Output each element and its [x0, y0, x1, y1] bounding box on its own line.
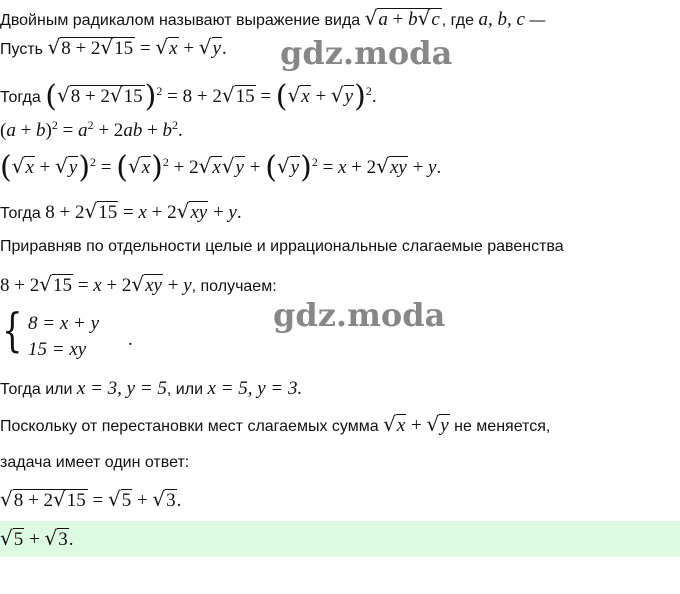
one-answer-text: задача имеет один ответ:: [0, 454, 190, 471]
definition-line: [0, 8, 545, 29]
variables: a, b, c: [478, 9, 525, 30]
then-text-2: Тогда: [0, 205, 41, 222]
square-formula: $(√8 + 2√15)^2 = 8 + 2√15 = (√x + √y)^2$.: [45, 79, 377, 114]
assumption-line: [0, 37, 227, 58]
answer-formula: √5 + √3.: [0, 526, 74, 550]
watermark-top: gdz.moda: [280, 34, 453, 72]
assumption-formula: √8 + 2√15 = √x + √y.: [47, 35, 227, 59]
radical-expression: √a + b√c: [364, 6, 440, 30]
solution-1: x = 3, y = 5: [76, 378, 167, 399]
system-brace: {: [2, 303, 23, 357]
expansion-formula: $(√x + √y)^2 = (√x)^2 + 2√x√y + (√y)^2 = x + 2√xy + y$.: [0, 150, 442, 185]
result-line: [0, 489, 181, 510]
identity-formula: $(a + b)^2 = a^2 + 2ab + b^2$.: [0, 117, 183, 141]
one-answer-line: [0, 455, 189, 471]
compare-line: [0, 239, 564, 255]
system-equation-2: 15 = xy: [28, 339, 87, 360]
obtain-line: [0, 274, 277, 295]
system-equation-1: 8 = x + y: [28, 313, 100, 334]
commutative-tail: не меняется,: [454, 418, 551, 435]
commutative-text: Поскольку от перестановки мест слагаемых сумма: [0, 418, 379, 435]
equality-formula: 8 + 2√15 = x + 2√xy + y.: [45, 199, 242, 223]
assumption-text: Пусть: [0, 41, 43, 58]
answer-highlight: [0, 521, 680, 557]
obtain-text: , получаем:: [191, 278, 277, 295]
expansion-line: [0, 150, 442, 185]
system-dot: .: [128, 329, 133, 350]
answer-line: [0, 528, 73, 549]
sum-formula: √x + √y: [383, 412, 449, 436]
compare-text: Приравняв по отдельности целые и иррациональные слагаемые равенства: [0, 238, 564, 255]
definition-where: , где: [441, 12, 475, 29]
then-text: Тогда: [0, 89, 41, 106]
solution-2: x = 5, y = 3.: [207, 378, 303, 399]
solutions-or: , или: [166, 381, 204, 398]
obtain-formula: 8 + 2√15 = x + 2√xy + y: [0, 272, 192, 296]
definition-text: Двойным радикалом называют выражение вида: [0, 12, 361, 29]
identity-line: [0, 117, 183, 141]
solutions-line: [0, 379, 302, 398]
square-line: [0, 79, 377, 114]
commutative-line: [0, 414, 550, 435]
result-formula: √8 + 2√15 = √5 + √3.: [0, 487, 182, 511]
watermark-middle: gdz.moda: [273, 296, 446, 334]
dash: —: [529, 12, 546, 29]
equality-line: [0, 201, 242, 222]
solutions-text: Тогда или: [0, 381, 73, 398]
